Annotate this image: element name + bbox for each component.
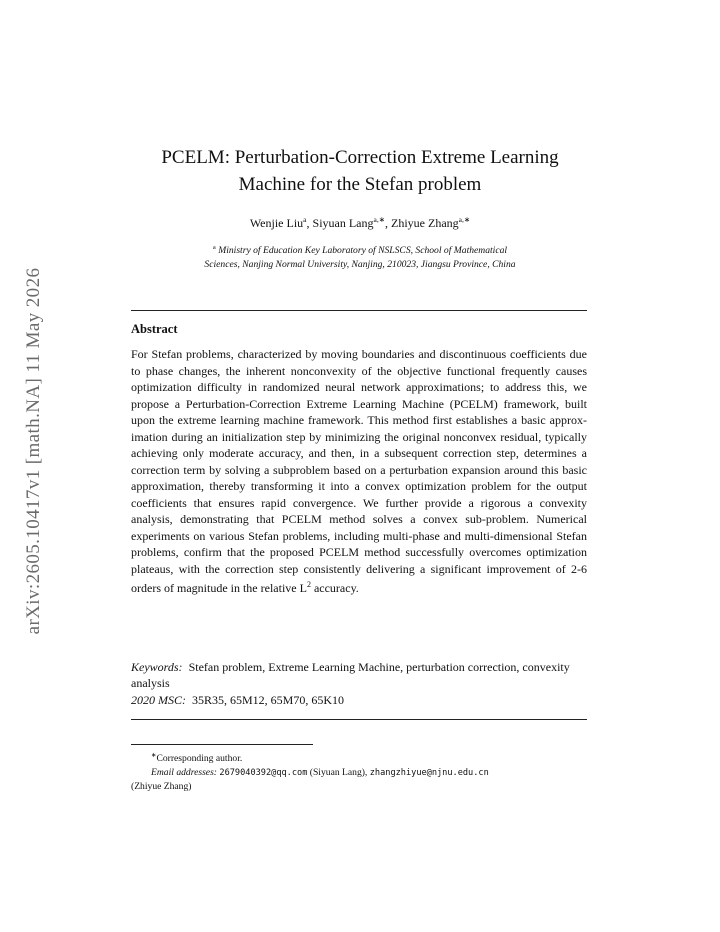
email-link-2[interactable]: zhangzhiyue@njnu.edu.cn: [369, 768, 489, 779]
title-line-1: PCELM: Perturbation-Correction Extreme Learning: [161, 147, 559, 168]
footnote-emails: [131, 766, 587, 780]
footnote-corresponding-text: Corresponding author.: [156, 753, 243, 765]
author-mark: a,∗: [373, 215, 386, 224]
affiliation: [130, 241, 590, 272]
author-list: Wenjie Liu$^a$, Siyuan Lang$^{a,∗}$, Zhiyue Zhang$^{a,∗}$: [249, 215, 471, 230]
footnote-rule: [131, 744, 313, 745]
abstract-text-end: accuracy.: [310, 581, 359, 595]
email-link-1[interactable]: 2679040392@qq.com: [219, 768, 308, 779]
msc-classification: [131, 692, 344, 708]
author-name: Siyuan Lang: [312, 216, 374, 230]
abstract-superscript: 2: [306, 580, 311, 589]
email-owner-1: (Siyuan Lang),: [309, 767, 368, 779]
email-owner-2: (Zhiyue Zhang): [131, 781, 192, 793]
abstract-text: [131, 346, 587, 597]
author-name: Wenjie Liu: [249, 216, 304, 230]
msc-codes: 35R35, 65M12, 65M70, 65K10: [192, 693, 345, 707]
affiliation-line-1: Ministry of Education Key Laboratory of NSLSCS, School of Mathematical: [218, 245, 508, 257]
keywords-label: Keywords:: [131, 660, 183, 674]
footnotes: [131, 749, 587, 794]
title-line-2: Machine for the Stefan problem: [238, 174, 482, 195]
author-mark: a: [303, 215, 307, 224]
msc-label: 2020 MSC:: [131, 693, 186, 707]
footnote-mark: ∗: [151, 752, 157, 759]
bottom-rule: [131, 719, 587, 720]
author-mark: a,∗: [458, 215, 471, 224]
footnote-corresponding: [131, 749, 587, 766]
abstract-text-main: For Stefan problems, characterized by moving boundaries and discontinuous coefficients due to phase changes, the inherent nonconvexity of the objective functional frequently causes optimization difficulty in randomized neural network approximations; to address this, we propose a Perturbation-Correction Extreme Learning Machine (PCELM) framework, built upon the extreme learning machine framework. This method first establishes a basic approximation during an initialization step by minimizing the original nonconvex residual, typically achieving only moderate accuracy, and then, in a subsequent correction step, determines a correction term by solving a subproblem based on a perturbation expansion around this basic approximation, thereby transforming it into a convex optimization problem for the output coefficients that ensures rapid convergence. We further provide a rigorous a convexity analysis, demonstrating that PCELM method solves a convex sub-problem. Numerical experiments on various Stefan problems, including multi-phase and multi-dimensional Stefan problems, confirm that the proposed PCELM method successfully overcomes optimization plateaus, with the correction step consistently delivering a significant improvement of 2-6 orders of magnitude in the relative L: [131, 347, 587, 595]
abstract-heading: Abstract: [131, 322, 178, 336]
affiliation-line-2: Sciences, Nanjing Normal University, Nanjing, 210023, Jiangsu Province, China: [204, 259, 516, 271]
email-label: Email addresses:: [151, 767, 217, 779]
affiliation-mark: a: [212, 244, 216, 251]
keywords-text: Stefan problem, Extreme Learning Machine, perturbation correction, convexity analysis: [131, 660, 570, 690]
author-name: Zhiyue Zhang: [391, 216, 459, 230]
paper-title: [120, 144, 600, 198]
arxiv-identifier: arXiv:2605.10417v1 [math.NA] 11 May 2026: [23, 267, 44, 635]
keywords: [131, 659, 587, 691]
top-rule: [131, 310, 587, 311]
